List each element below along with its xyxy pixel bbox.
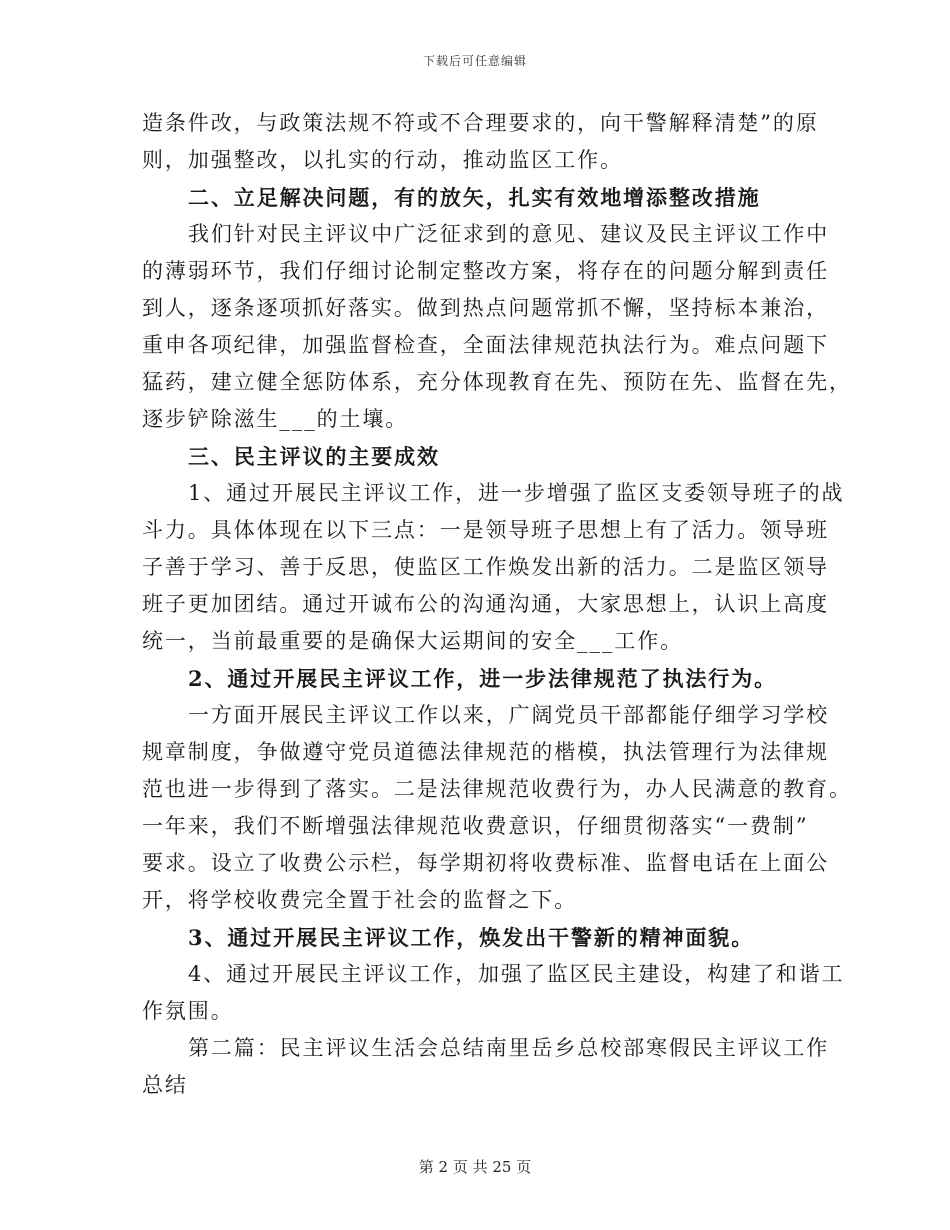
text-line: 三、民主评议的主要成效 [188, 444, 440, 469]
text-line: 我们针对民主评议中广泛征求到的意见、建议及民主评议工作中 [188, 222, 830, 246]
text-line: 造条件改，与政策法规不符或不合理要求的，向干警解释清楚”的原 [142, 111, 819, 135]
text-line: 4、通过开展民主评议工作，加强了监区民主建设，构建了和谐工 [188, 962, 845, 986]
text-line: 统一，当前最重要的是确保大运期间的安全___工作。 [142, 629, 683, 653]
paragraph [142, 697, 852, 919]
text-line: 作氛围。 [142, 999, 234, 1023]
text-line: 要求。设立了收费公示栏，每学期初将收费标准、监督电话在上面公 [142, 851, 829, 875]
text-line: 2、通过开展民主评议工作，进一步法律规范了执法行为。 [188, 666, 778, 691]
text-line: 到人，逐条逐项抓好落实。做到热点问题常抓不懈，坚持标本兼治， [142, 296, 829, 320]
paragraph [142, 956, 845, 1030]
text-line: 总结 [142, 1073, 188, 1097]
text-line: 斗力。具体体现在以下三点：一是领导班子思想上有了活力。领导班 [142, 518, 829, 542]
paragraph [142, 1030, 830, 1104]
paragraph [142, 216, 852, 438]
text-line: 则，加强整改，以扎实的行动，推动监区工作。 [142, 148, 623, 172]
text-line: 班子更加团结。通过开诚布公的沟通沟通，大家思想上，认识上高度 [142, 592, 829, 616]
text-line: 1、通过开展民主评议工作，进一步增强了监区支委领导班子的战 [188, 481, 845, 505]
text-line: 逐步铲除滋生___的土壤。 [142, 407, 409, 431]
paragraph [142, 105, 819, 179]
section-heading [142, 179, 810, 216]
section-heading [142, 660, 810, 697]
text-line: 3、通过开展民主评议工作，焕发出干警新的精神面貌。 [188, 925, 755, 950]
section-heading [142, 919, 810, 956]
section-heading [142, 438, 810, 475]
text-line: 一方面开展民主评议工作以来，广阔党员干部都能仔细学习学校 [188, 703, 830, 727]
text-line: 二、立足解决问题，有的放矢，扎实有效地增添整改措施 [188, 185, 761, 210]
paragraph [142, 475, 845, 660]
text-line: 规章制度，争做遵守党员道德法律规范的楷模，执法管理行为法律规 [142, 740, 829, 764]
text-line: 开，将学校收费完全置于社会的监督之下。 [142, 888, 578, 912]
page-header: 下载后可任意编辑 [422, 54, 527, 68]
text-line: 子善于学习、善于反思，使监区工作焕发出新的活力。二是监区领导 [142, 555, 829, 579]
text-line: 一年来，我们不断增强法律规范收费意识，仔细贯彻落实“一费制” [142, 814, 809, 838]
document-body [142, 105, 852, 1104]
page-footer: 第 2 页 共 25 页 [418, 1158, 532, 1176]
text-line: 猛药，建立健全惩防体系，充分体现教育在先、预防在先、监督在先， [142, 370, 852, 394]
text-line: 重申各项纪律，加强监督检查，全面法律规范执法行为。难点问题下 [142, 333, 829, 357]
text-line: 第二篇：民主评议生活会总结南里岳乡总校部寒假民主评议工作 [188, 1036, 830, 1060]
text-line: 的薄弱环节，我们仔细讨论制定整改方案，将存在的问题分解到责任 [142, 259, 829, 283]
text-line: 范也进一步得到了落实。二是法律规范收费行为，办人民满意的教育。 [142, 777, 852, 801]
